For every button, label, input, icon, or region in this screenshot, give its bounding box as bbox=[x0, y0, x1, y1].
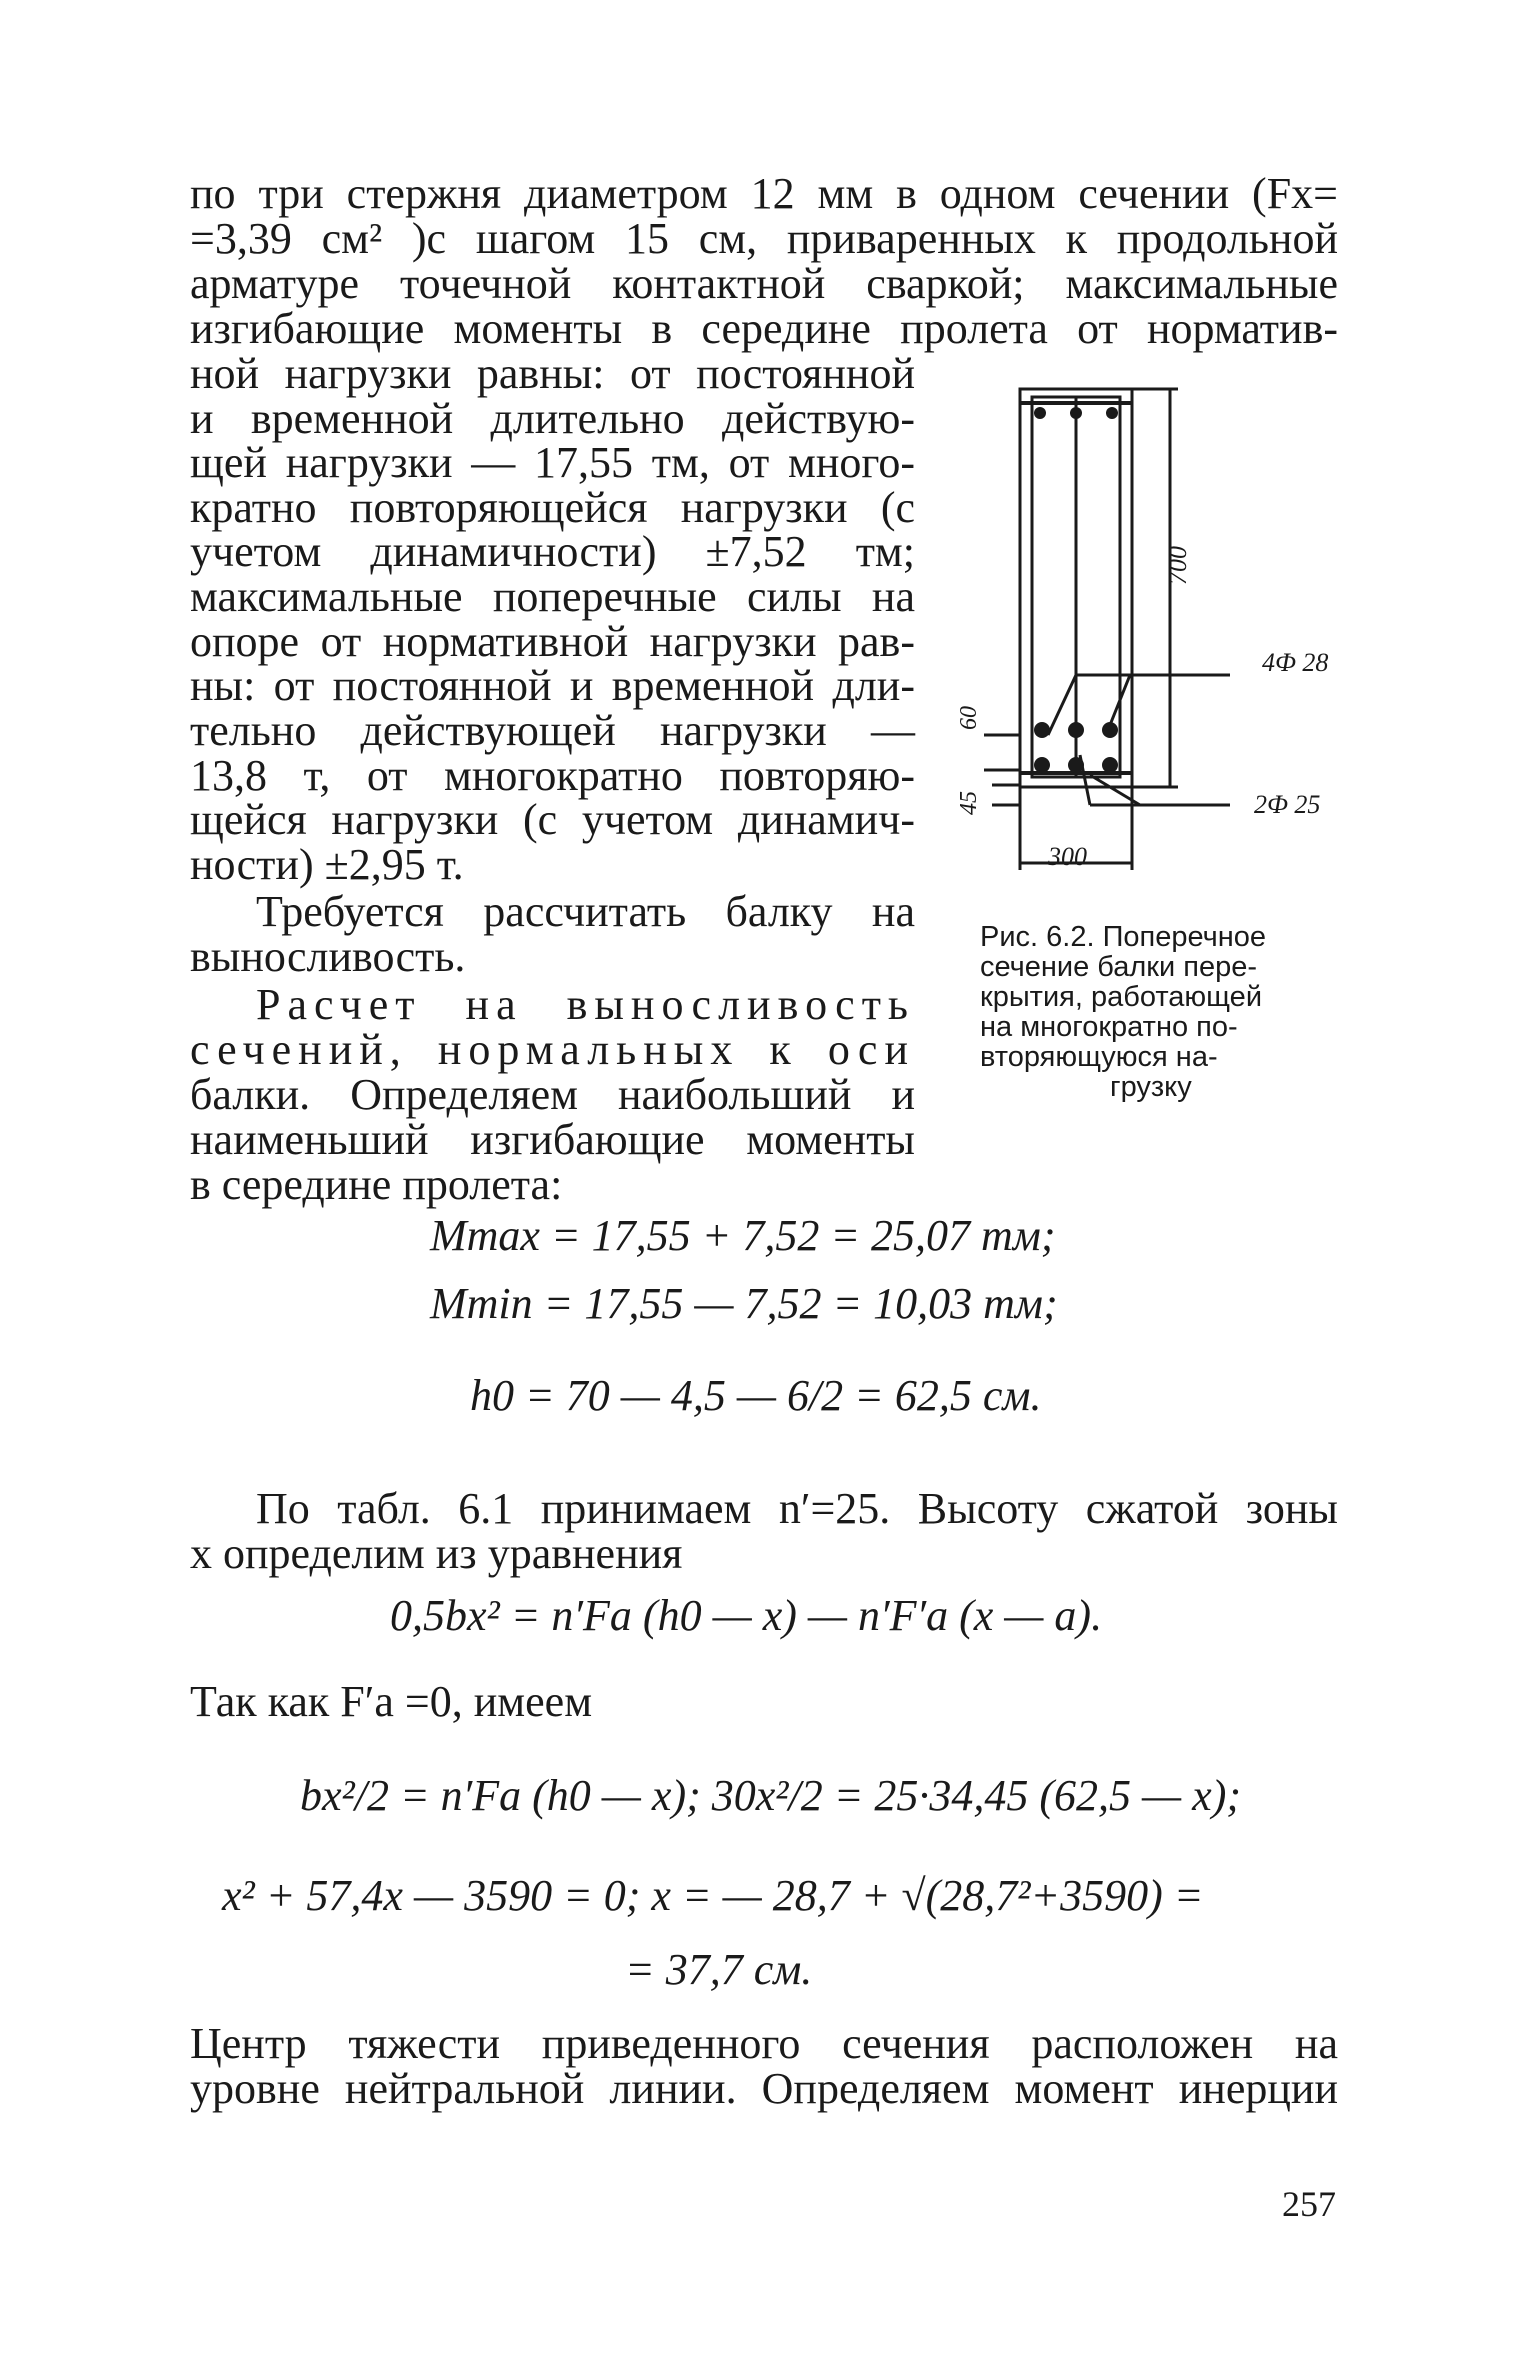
equation-main: 0,5bx² = n′Fa (h0 — x) — n′F′a (x — a). bbox=[390, 1591, 1103, 1640]
text-line: по три стержня диаметром 12 мм в одном сечении (Fх= bbox=[190, 169, 1338, 218]
rebar-bottom bbox=[1102, 722, 1118, 738]
text-line: =3,39 см² )с шагом 15 см, приваренных к продольной bbox=[190, 214, 1338, 263]
figure-caption: сечение балки пере- bbox=[980, 951, 1257, 983]
text-line: x определим из уравнения bbox=[190, 1529, 683, 1578]
text-line: выносливость. bbox=[190, 932, 466, 981]
text-line: уровне нейтральной линии. Определяем момент инерции bbox=[190, 2064, 1338, 2113]
text-line: щей нагрузки — 17,55 тм, от много- bbox=[190, 438, 915, 487]
text-line: Центр тяжести приведенного сечения расположен на bbox=[190, 2019, 1338, 2068]
section-heading: сечений, нормальных к оси bbox=[190, 1025, 915, 1074]
equation-mmax: Mmax = 17,55 + 7,52 = 25,07 тм; bbox=[430, 1211, 1056, 1260]
rebar-bottom bbox=[1102, 757, 1118, 773]
text-line: кратно повторяющейся нагрузки (с bbox=[190, 483, 915, 532]
text-line: арматуре точечной контактной сваркой; максимальные bbox=[190, 259, 1338, 308]
text-line: Так как F′a =0, имеем bbox=[190, 1677, 593, 1726]
text-line: ны: от постоянной и временной дли- bbox=[190, 661, 915, 710]
figure-caption: вторяющуюся на- bbox=[980, 1041, 1218, 1073]
rebar-top bbox=[1070, 407, 1082, 419]
section-heading: Расчет на выносливость bbox=[256, 980, 915, 1029]
dim-60-label: 60 bbox=[956, 706, 982, 730]
text-line: Требуется рассчитать балку на bbox=[256, 887, 915, 936]
rebar-top bbox=[1106, 407, 1118, 419]
text-line: ности) ±2,95 т. bbox=[190, 840, 464, 889]
text-line: щейся нагрузки (с учетом динамич- bbox=[190, 795, 915, 844]
figure-caption: на многократно по- bbox=[980, 1011, 1238, 1043]
rebar-bottom bbox=[1068, 757, 1084, 773]
rebar-bottom-label: 2Ф 25 bbox=[1254, 790, 1321, 819]
rebar-top-label: 4Ф 28 bbox=[1262, 648, 1329, 677]
equation-x-solution: x² + 57,4x — 3590 = 0; x = — 28,7 + √(28,7²+3590) = bbox=[222, 1871, 1204, 1920]
text-line: изгибающие моменты в середине пролета от норматив- bbox=[190, 304, 1338, 353]
beam-cross-section-figure bbox=[940, 375, 1360, 890]
rebar-bottom bbox=[1034, 757, 1050, 773]
dim-width-label: 300 bbox=[1048, 842, 1087, 871]
equation-x-result: = 37,7 см. bbox=[625, 1945, 813, 1994]
text-line: ной нагрузки равны: от постоянной bbox=[190, 349, 915, 398]
text-line: наименьший изгибающие моменты bbox=[190, 1115, 915, 1164]
figure-caption: крытия, работающей bbox=[980, 981, 1263, 1013]
text-line: 13,8 т, от многократно повторяю- bbox=[190, 751, 915, 800]
equation-x-quadratic: bx²/2 = n′Fa (h0 — x); 30x²/2 = 25·34,45 (62,5 — x); bbox=[300, 1771, 1241, 1820]
rebar-bottom bbox=[1034, 722, 1050, 738]
rebar-bottom bbox=[1068, 722, 1084, 738]
text-line: По табл. 6.1 принимаем n′=25. Высоту сжатой зоны bbox=[256, 1484, 1338, 1533]
text-line: в середине пролета: bbox=[190, 1160, 563, 1209]
figure-caption: Рис. 6.2. Поперечное bbox=[980, 921, 1267, 953]
text-line: опоре от нормативной нагрузки рав- bbox=[190, 617, 915, 666]
figure-caption: грузку bbox=[1110, 1071, 1192, 1103]
text-line: учетом динамичности) ±7,52 тм; bbox=[190, 527, 915, 576]
text-line: и временной длительно действую- bbox=[190, 394, 915, 443]
text-line: максимальные поперечные силы на bbox=[190, 572, 915, 621]
equation-mmin: Mmin = 17,55 — 7,52 = 10,03 тм; bbox=[430, 1279, 1058, 1328]
page-number: 257 bbox=[1282, 2184, 1336, 2224]
equation-h0: h0 = 70 — 4,5 — 6/2 = 62,5 см. bbox=[470, 1371, 1042, 1420]
text-line: балки. Определяем наибольший и bbox=[190, 1070, 915, 1119]
text-line: тельно действующей нагрузки — bbox=[190, 706, 915, 755]
dim-height-label: 700 bbox=[1163, 546, 1192, 585]
dim-45-label: 45 bbox=[956, 791, 982, 815]
rebar-top bbox=[1034, 407, 1046, 419]
